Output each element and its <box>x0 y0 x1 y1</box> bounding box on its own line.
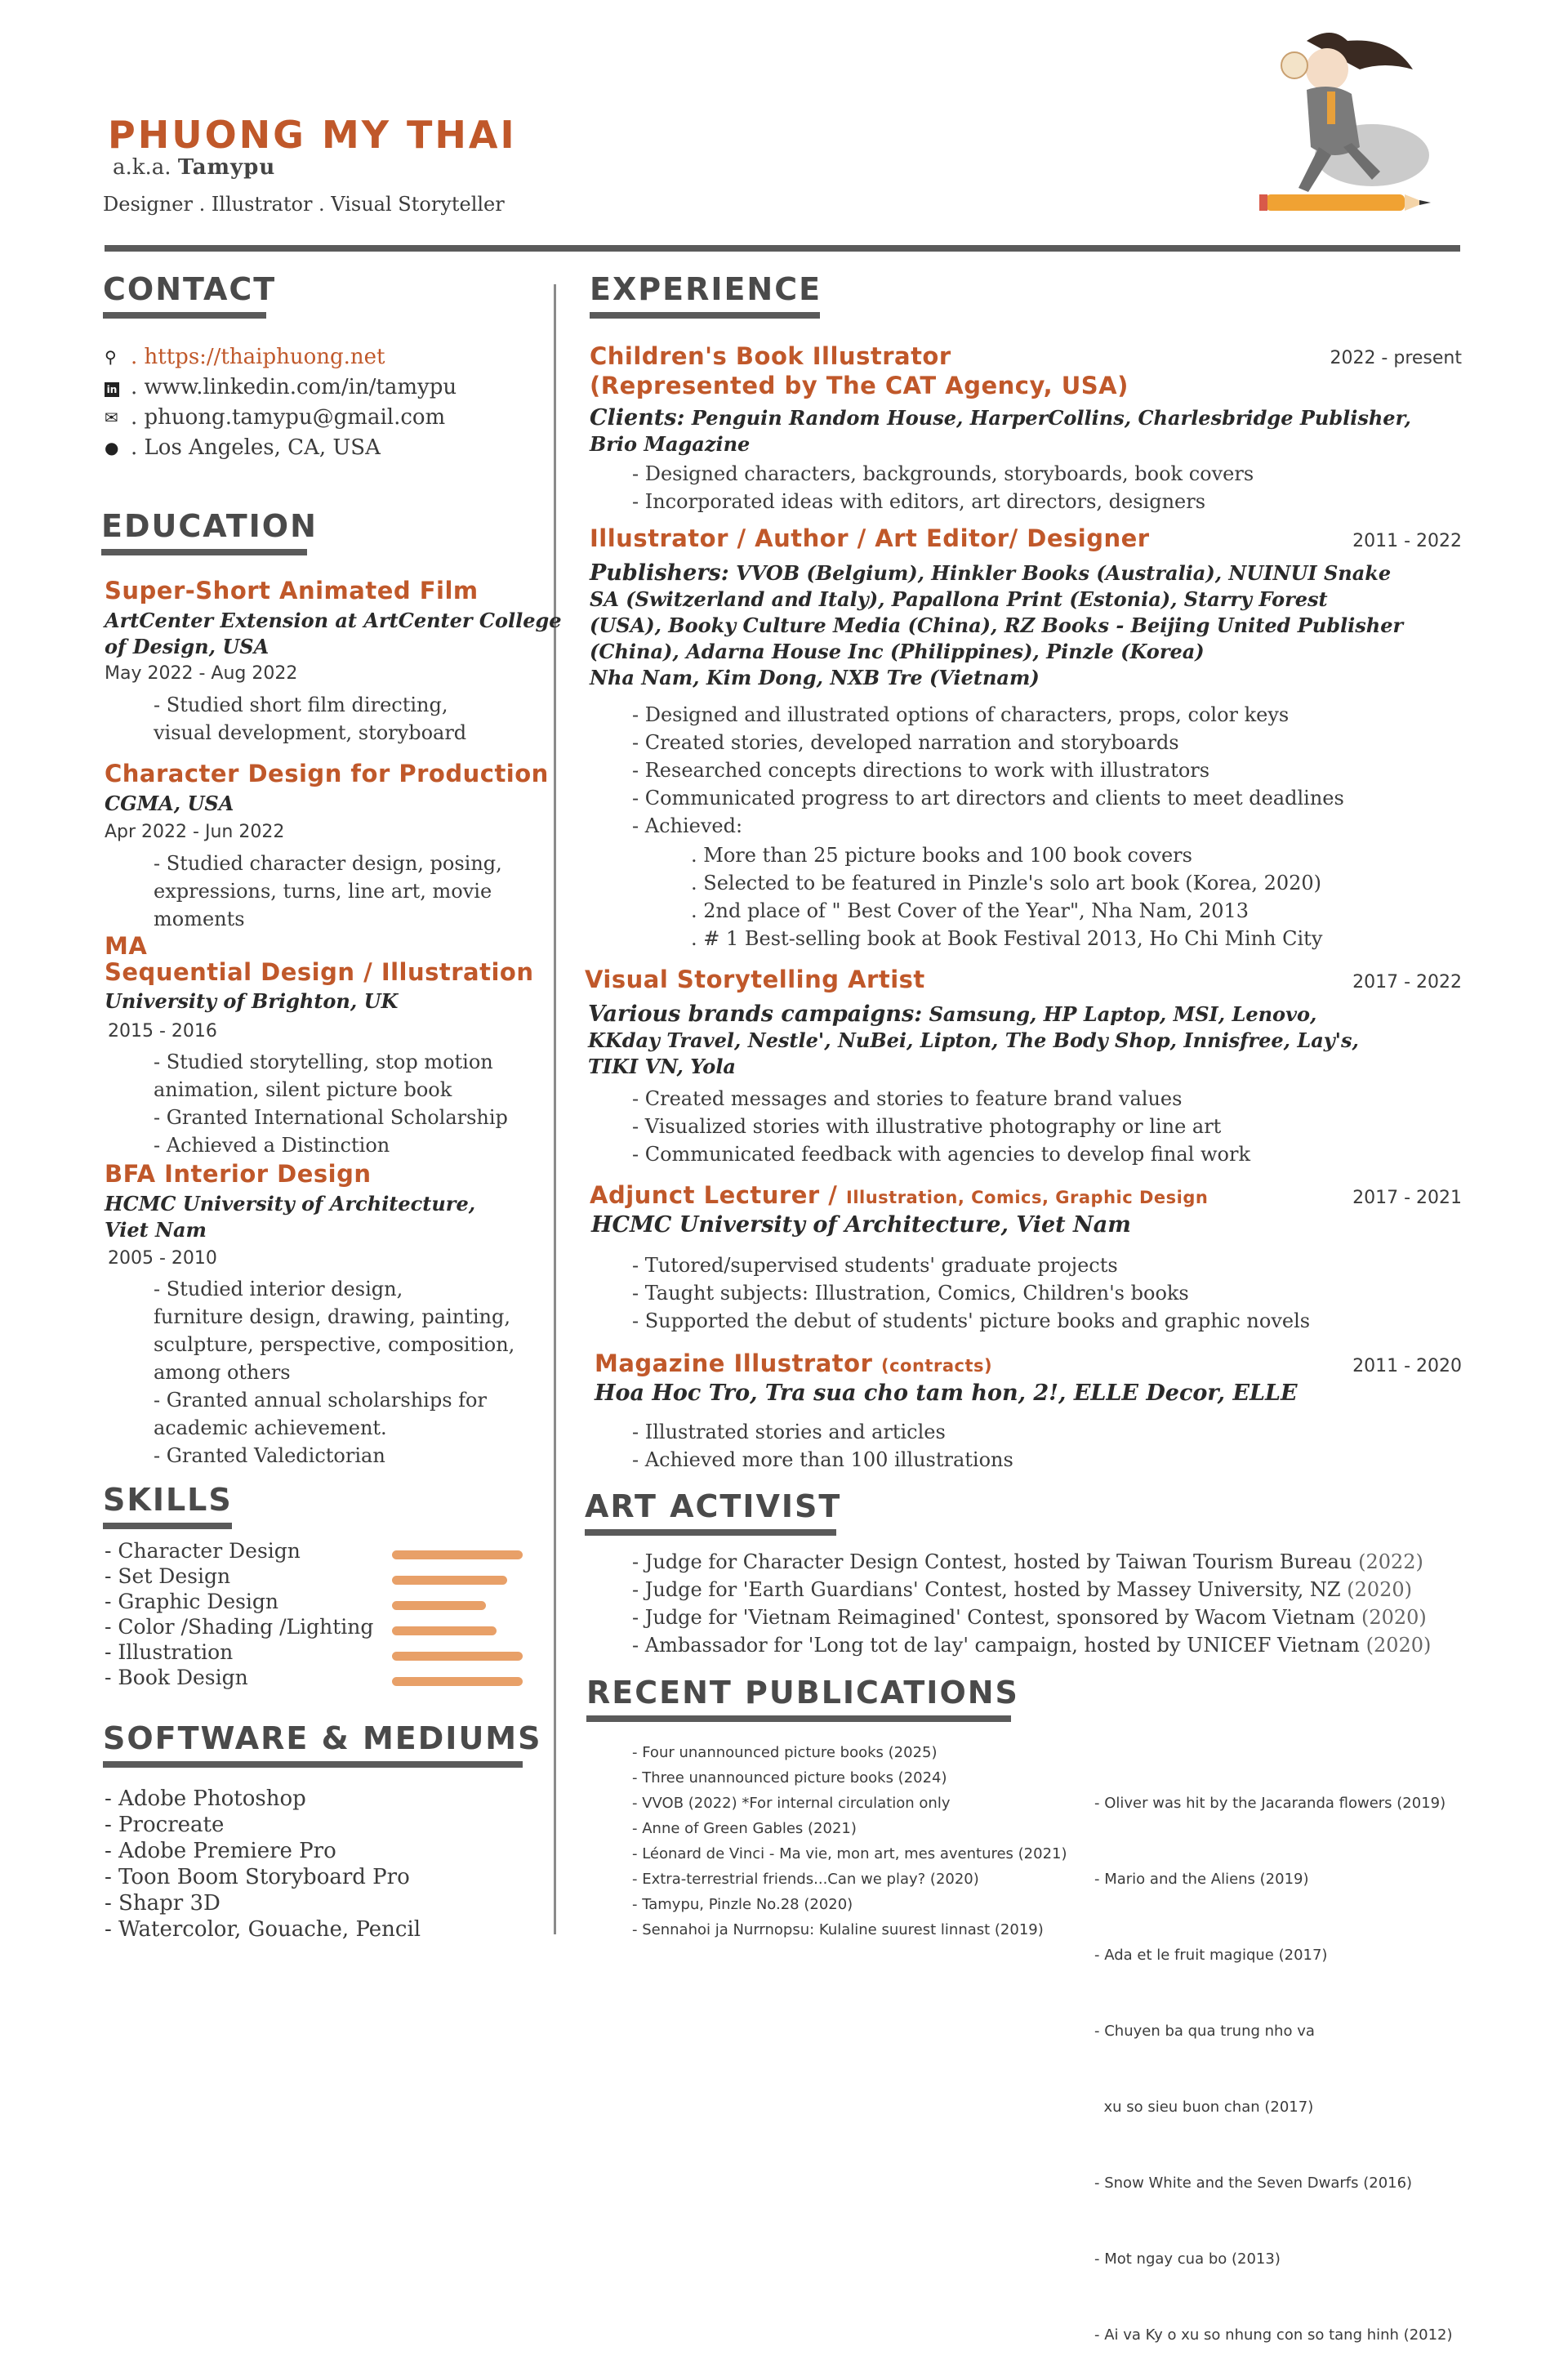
art-activist-list <box>632 1548 1431 1659</box>
edu-bullets <box>154 1048 508 1159</box>
alias-name: Tamypu <box>177 155 276 180</box>
search-icon: ⚲ <box>105 347 117 367</box>
exp-bullet: - Researched concepts directions to work with illustrators <box>632 759 1210 782</box>
edu-bullet: animation, silent picture book <box>154 1078 452 1101</box>
edu-bullet: academic achievement. <box>154 1416 387 1439</box>
activist-text: - Ambassador for 'Long tot de lay' campaign, hosted by UNICEF Vietnam <box>632 1634 1360 1657</box>
email-text[interactable]: . phuong.tamypu@gmail.com <box>131 405 446 430</box>
skill-bar <box>392 1576 507 1585</box>
exp-clients <box>595 1381 1298 1407</box>
exp-title: Magazine Illustrator <box>595 1349 873 1377</box>
skill-label: - Book Design <box>105 1666 248 1689</box>
exp-sub-bullets <box>691 841 1322 952</box>
publication-item: - VVOB (2022) *For internal circulation only <box>632 1795 951 1812</box>
exp-clients-line: TIKI VN, Yola <box>588 1055 736 1078</box>
skill-label: - Character Design <box>105 1539 301 1563</box>
activist-text: - Judge for Character Design Contest, hosted by Taiwan Tourism Bureau <box>632 1550 1352 1573</box>
edu-institution-line: HCMC University of Architecture, <box>105 1192 476 1215</box>
publications-heading: RECENT PUBLICATIONS <box>586 1675 1019 1711</box>
column-divider <box>554 284 556 1934</box>
activist-year: (2020) <box>1347 1578 1413 1601</box>
contact-underline <box>103 312 266 319</box>
edu-institution <box>105 791 234 817</box>
activist-year: (2020) <box>1365 1634 1432 1657</box>
location-text: . Los Angeles, CA, USA <box>131 435 381 460</box>
edu-institution-line: University of Brighton, UK <box>105 989 399 1013</box>
tagline: Designer . Illustrator . Visual Storyteller <box>103 193 505 216</box>
activist-item <box>632 1631 1431 1659</box>
edu-institution-line: of Design, USA <box>105 635 270 658</box>
software-item: - Toon Boom Storyboard Pro <box>105 1865 410 1889</box>
exp-title-subjects: Illustration, Comics, Graphic Design <box>846 1188 1209 1207</box>
publications-left <box>632 1740 1089 1943</box>
publication-item: - Mario and the Aliens (2019) <box>1094 1871 1309 1888</box>
publication-item: - Chuyen ba qua trung nho va <box>1094 2023 1315 2040</box>
exp-clients <box>588 1001 1359 1080</box>
edu-institution-line: Viet Nam <box>105 1218 207 1242</box>
edu-bullet: expressions, turns, line art, movie <box>154 880 492 903</box>
publications-underline <box>586 1715 1011 1722</box>
contact-heading: CONTACT <box>103 271 277 307</box>
exp-bullets <box>632 701 1344 840</box>
exp-title-row <box>590 1181 1208 1209</box>
character-illustration <box>1250 25 1437 229</box>
exp-title-note: (contracts) <box>881 1356 993 1376</box>
exp-clients-line: Hoa Hoc Tro, Tra sua cho tam hon, 2!, ELLE Decor, ELLE <box>595 1381 1298 1406</box>
exp-bullet: - Designed and illustrated options of characters, props, color keys <box>632 703 1290 726</box>
edu-institution-line: ArtCenter Extension at ArtCenter College <box>105 609 562 632</box>
software-item: - Adobe Premiere Pro <box>105 1839 336 1863</box>
mail-icon: ✉ <box>105 408 118 427</box>
software-item: - Watercolor, Gouache, Pencil <box>105 1917 421 1942</box>
exp-clients-label: Publishers: <box>590 560 729 586</box>
skill-label: - Illustration <box>105 1640 234 1664</box>
edu-title: Character Design for Production <box>105 760 549 787</box>
exp-clients-label: Clients: <box>590 405 685 430</box>
education-underline <box>101 549 307 555</box>
edu-bullet: visual development, storyboard <box>154 721 467 744</box>
exp-title <box>590 341 1129 400</box>
exp-clients-line: Brio Magazine <box>590 432 751 456</box>
exp-clients-line: HCMC University of Architecture, Viet Nam <box>591 1212 1131 1238</box>
linkedin-icon: in <box>105 377 131 397</box>
edu-bullet: sculpture, perspective, composition, <box>154 1333 515 1356</box>
exp-bullet: - Designed characters, backgrounds, storyboards, book covers <box>632 462 1254 485</box>
exp-clients-line: (USA), Booky Culture Media (China), RZ Books - Beijing United Publisher <box>590 613 1404 637</box>
skill-bar <box>392 1626 497 1635</box>
edu-title-block <box>105 933 534 985</box>
edu-date: Apr 2022 - Jun 2022 <box>105 822 285 842</box>
publications-right <box>1094 1740 1462 2373</box>
pencil-eraser <box>1259 194 1267 211</box>
edu-institution <box>105 988 398 1015</box>
software-heading: SOFTWARE & MEDIUMS <box>103 1720 542 1756</box>
publication-item: xu so sieu buon chan (2017) <box>1094 2099 1314 2116</box>
exp-bullet: - Created messages and stories to feature brand values <box>632 1087 1183 1110</box>
exp-title-line: Children's Book Illustrator <box>590 342 951 370</box>
exp-sub-bullet: . # 1 Best-selling book at Book Festival 2013, Ho Chi Minh City <box>691 927 1323 950</box>
exp-title-line: (Represented by The CAT Agency, USA) <box>590 372 1129 399</box>
exp-date: 2011 - 2020 <box>1352 1356 1462 1376</box>
exp-date: 2017 - 2021 <box>1352 1188 1462 1208</box>
publication-item: - Ai va Ky o xu so nhung con so tang hinh (2012) <box>1094 2326 1453 2344</box>
edu-institution <box>105 608 562 660</box>
exp-date: 2022 - present <box>1330 348 1462 368</box>
exp-sub-bullet: . 2nd place of " Best Cover of the Year", Nha Nam, 2013 <box>691 899 1250 922</box>
pencil-body <box>1266 194 1405 211</box>
skills-underline <box>103 1523 232 1529</box>
edu-bullet: - Achieved a Distinction <box>154 1134 390 1157</box>
publication-item: - Ada et le fruit magique (2017) <box>1094 1947 1328 1964</box>
skill-label: - Set Design <box>105 1564 231 1588</box>
edu-bullets <box>154 850 502 933</box>
exp-clients-line: KKday Travel, Nestle', NuBei, Lipton, The Body Shop, Innisfree, Lay's, <box>588 1028 1359 1052</box>
face-shape <box>1306 48 1348 91</box>
edu-bullet: - Granted International Scholarship <box>154 1106 508 1129</box>
experience-underline <box>590 312 820 319</box>
exp-bullet: - Communicated feedback with agencies to develop final work <box>632 1143 1250 1166</box>
exp-title: Adjunct Lecturer / <box>590 1181 838 1209</box>
edu-date: May 2022 - Aug 2022 <box>105 663 298 684</box>
edu-date: 2005 - 2010 <box>108 1248 217 1269</box>
exp-bullet: - Created stories, developed narration and storyboards <box>632 731 1179 754</box>
exp-bullet: - Incorporated ideas with editors, art directors, designers <box>632 490 1206 513</box>
activist-text: - Judge for 'Vietnam Reimagined' Contest, sponsored by Wacom Vietnam <box>632 1606 1356 1629</box>
edu-bullets <box>154 1275 514 1470</box>
edu-bullet: furniture design, drawing, painting, <box>154 1305 511 1328</box>
exp-title-row <box>595 1349 992 1377</box>
software-item: - Procreate <box>105 1813 225 1837</box>
software-item: - Shapr 3D <box>105 1891 220 1916</box>
resume-name: PHUONG MY THAI <box>108 113 517 157</box>
art-activist-underline <box>585 1529 836 1536</box>
exp-bullet: - Supported the debut of students' picture books and graphic novels <box>632 1309 1311 1332</box>
edu-title: BFA Interior Design <box>105 1160 372 1188</box>
exp-clients-line: SA (Switzerland and Italy), Papallona Print (Estonia), Starry Forest <box>590 587 1328 611</box>
software-underline <box>103 1761 523 1768</box>
exp-bullets <box>632 1085 1250 1168</box>
exp-date: 2017 - 2022 <box>1352 972 1462 992</box>
publication-item: - Léonard de Vinci - Ma vie, mon art, mes aventures (2021) <box>632 1845 1067 1862</box>
exp-bullet: - Illustrated stories and articles <box>632 1421 946 1443</box>
publication-item: - Three unannounced picture books (2024) <box>632 1769 947 1786</box>
exp-title: Visual Storytelling Artist <box>585 966 925 993</box>
exp-bullet: - Communicated progress to art directors and clients to meet deadlines <box>632 787 1344 810</box>
activist-text: - Judge for 'Earth Guardians' Contest, hosted by Massey University, NZ <box>632 1578 1341 1601</box>
linkedin-text[interactable]: . www.linkedin.com/in/tamypu <box>131 375 457 399</box>
edu-bullet: - Studied character design, posing, <box>154 852 502 875</box>
exp-clients-line: VVOB (Belgium), Hinkler Books (Australia), NUINUI Snake <box>736 561 1392 585</box>
alias <box>113 155 275 180</box>
skills-heading: SKILLS <box>103 1482 233 1518</box>
publication-item: - Oliver was hit by the Jacaranda flowers (2019) <box>1094 1795 1446 1812</box>
contact-email[interactable] <box>105 405 445 430</box>
skill-label: - Color /Shading /Lighting <box>105 1615 374 1639</box>
edu-bullet: - Granted Valedictorian <box>154 1444 385 1467</box>
activist-item <box>632 1576 1431 1604</box>
activist-item <box>632 1604 1431 1631</box>
exp-bullets <box>632 460 1254 515</box>
exp-sub-bullet: . Selected to be featured in Pinzle's solo art book (Korea, 2020) <box>691 872 1322 894</box>
publication-item: - Tamypu, Pinzle No.28 (2020) <box>632 1896 853 1913</box>
software-list <box>105 1786 421 1943</box>
exp-bullet: - Tutored/supervised students' graduate projects <box>632 1254 1118 1277</box>
publication-item: - Anne of Green Gables (2021) <box>632 1820 857 1837</box>
edu-title: Sequential Design / Illustration <box>105 958 534 986</box>
edu-title: Super-Short Animated Film <box>105 577 479 604</box>
cup-shape <box>1281 52 1307 78</box>
publication-item: - Four unannounced picture books (2025) <box>632 1744 938 1761</box>
exp-bullet: - Achieved more than 100 illustrations <box>632 1448 1013 1471</box>
skill-bar <box>392 1550 523 1559</box>
education-heading: EDUCATION <box>101 508 318 544</box>
activist-year: (2020) <box>1361 1606 1427 1629</box>
exp-clients-line: Nha Nam, Kim Dong, NXB Tre (Vietnam) <box>590 666 1040 689</box>
edu-bullet: among others <box>154 1361 291 1384</box>
skill-bar <box>392 1677 523 1686</box>
exp-clients <box>590 405 1411 457</box>
edu-bullet: moments <box>154 908 245 930</box>
exp-clients <box>590 560 1403 691</box>
exp-clients-line: Samsung, HP Laptop, MSI, Lenovo, <box>929 1002 1317 1026</box>
activist-item <box>632 1548 1431 1576</box>
exp-clients <box>591 1212 1131 1238</box>
alias-prefix: a.k.a. <box>113 155 172 180</box>
skill-label: - Graphic Design <box>105 1590 279 1613</box>
publication-item: - Extra-terrestrial friends...Can we play? (2020) <box>632 1871 979 1888</box>
skill-bar <box>392 1652 523 1661</box>
skill-bar <box>392 1601 486 1610</box>
pencil-lead <box>1419 200 1431 205</box>
exp-title: Illustrator / Author / Art Editor/ Designer <box>590 524 1150 552</box>
edu-degree: MA <box>105 932 148 960</box>
edu-bullet: - Granted annual scholarships for <box>154 1389 487 1412</box>
header-divider <box>105 245 1460 252</box>
contact-linkedin[interactable] <box>105 375 457 399</box>
art-activist-heading: ART ACTIVIST <box>585 1488 842 1524</box>
edu-bullet: - Studied short film directing, <box>154 694 448 716</box>
publication-item: - Mot ngay cua bo (2013) <box>1094 2250 1281 2268</box>
edu-bullet: - Studied interior design, <box>154 1278 403 1300</box>
edu-bullets <box>154 691 466 747</box>
exp-bullet: - Visualized stories with illustrative photography or line art <box>632 1115 1222 1138</box>
experience-heading: EXPERIENCE <box>590 271 822 307</box>
edu-institution-line: CGMA, USA <box>105 792 234 815</box>
exp-bullets <box>632 1418 1013 1474</box>
location-pin-icon: ● <box>105 438 119 457</box>
publication-item: - Snow White and the Seven Dwarfs (2016) <box>1094 2175 1413 2192</box>
exp-bullet: - Taught subjects: Illustration, Comics, Children's books <box>632 1282 1189 1305</box>
exp-date: 2011 - 2022 <box>1352 531 1462 551</box>
activist-year: (2022) <box>1358 1550 1423 1573</box>
contact-location <box>105 435 381 460</box>
website-link[interactable]: . https://thaiphuong.net <box>131 345 385 369</box>
exp-bullet: - Achieved: <box>632 814 743 837</box>
exp-clients-label: Various brands campaigns: <box>588 1001 923 1027</box>
exp-sub-bullet: . More than 25 picture books and 100 book covers <box>691 844 1192 867</box>
edu-institution <box>105 1191 475 1243</box>
contact-website[interactable] <box>105 345 385 369</box>
exp-bullets <box>632 1251 1310 1335</box>
publication-item: - Sennahoi ja Nurrnopsu: Kulaline suurest linnast (2019) <box>632 1921 1044 1938</box>
software-item: - Adobe Photoshop <box>105 1786 306 1811</box>
exp-clients-line: Penguin Random House, HarperCollins, Charlesbridge Publisher, <box>691 406 1411 430</box>
edu-bullet: - Studied storytelling, stop motion <box>154 1050 493 1073</box>
tie-shape <box>1327 91 1335 124</box>
exp-clients-line: (China), Adarna House Inc (Philippines), Pinzle (Korea) <box>590 640 1205 663</box>
edu-date: 2015 - 2016 <box>108 1021 217 1042</box>
